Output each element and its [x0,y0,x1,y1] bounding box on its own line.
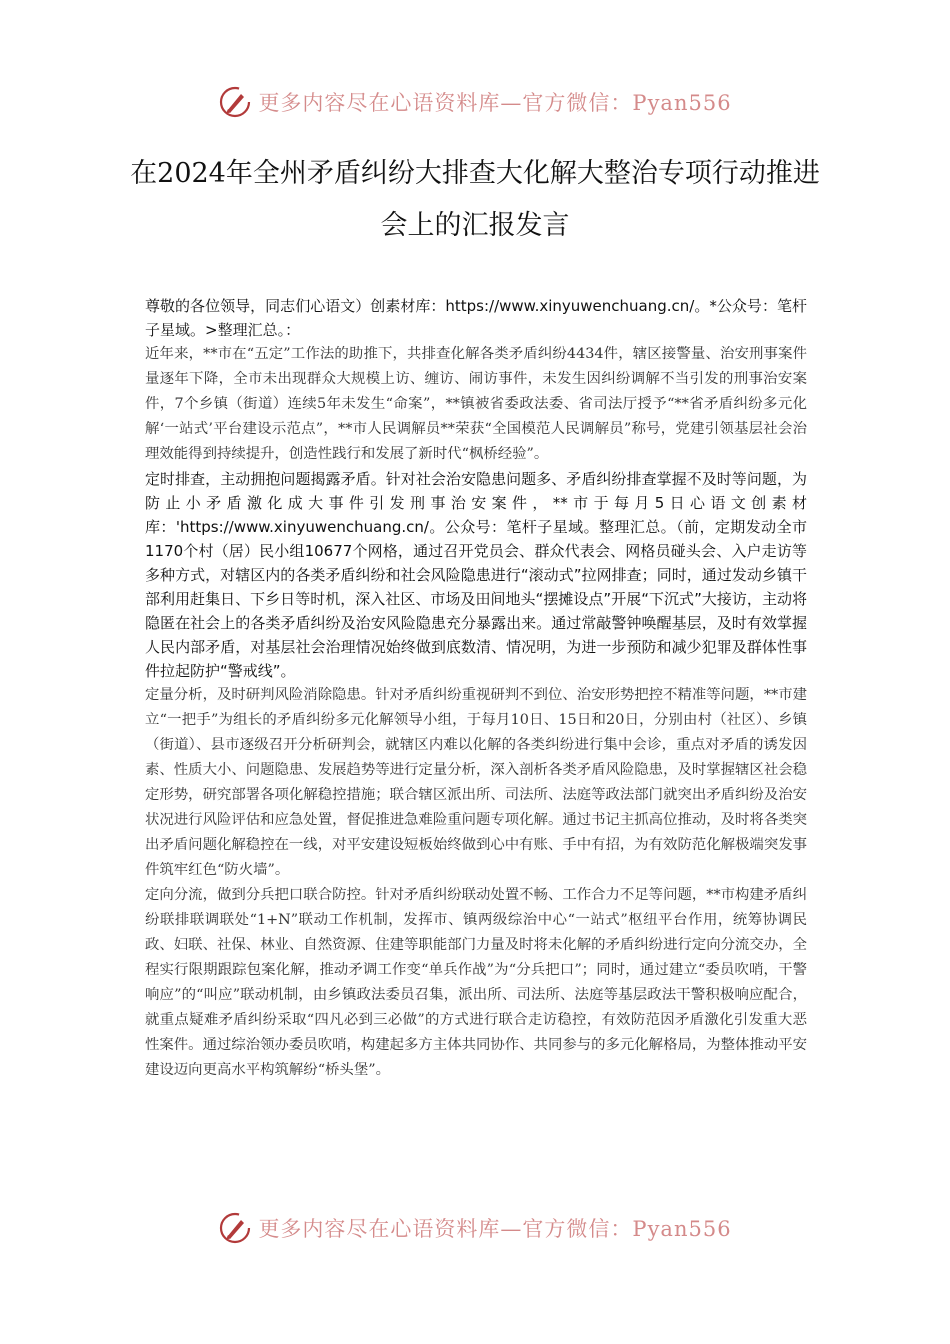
paragraph-intro: 近年来，**市在“五定”工作法的助推下，共排查化解各类矛盾纠纷4434件，辖区接警量、治安刑事案件量逐年下降，全市未出现群众大规模上访、缠访、闹访事件，未发生因纠纷调解不当引发的刑事治安案件，7个乡镇（街道）连续5年未发生“命案”，**镇被省委政法委、省司法厅授予“**省矛盾纠纷多元化解‘一站式’平台建设示范点”，**市人民调解员**荣获“全国模范人民调解员”称号，党建引领基层社会治理效能得到持续提升，创造性践行和发展了新时代“枫桥经验”。 [145,346,807,462]
watermark-text: 更多内容尽在心语资料库—官方微信：Pyan556 [258,1217,732,1241]
watermark-text: 更多内容尽在心语资料库—官方微信：Pyan556 [258,91,732,115]
document-title: 在2024年全州矛盾纠纷大排查大化解大整治专项行动推进会上的汇报发言 [130,158,820,241]
pen-logo-icon [218,85,252,119]
pen-logo-icon [218,1211,252,1245]
document-body [145,294,807,1083]
paragraph-quantitative-analysis: 定量分析，及时研判风险消除隐患。针对矛盾纠纷重视研判不到位、治安形势把控不精准等问题，**市建立“一把手”为组长的矛盾纠纷多元化解领导小组，于每月10日、15日和20日，分别由村（社区）、乡镇（街道）、县市逐级召开分析研判会，就辖区内难以化解的各类纠纷进行集中会诊，重点对矛盾的诱发因素、性质大小、问题隐患、发展趋势等进行定量分析，深入剖析各类矛盾风险隐患，及时掌握辖区社会稳定形势，研究部署各项化解稳控措施；联合辖区派出所、司法所、法庭等政法部门就突出矛盾纠纷及治安状况进行风险评估和应急处置，督促推进急难险重问题专项化解。通过书记主抓高位推动，及时将各类突出矛盾问题化解稳控在一线，对平安建设短板始终做到心中有账、手中有招，为有效防范化解极端突发事件筑牢红色“防火墙”。 [145,687,807,878]
paragraph-salutation: 尊敬的各位领导，同志们心语文）创素材库：https://www.xinyuwenchuang.cn/。*公众号：笔杆子星域。>整理汇总。： [145,297,807,339]
watermark-banner-top [0,82,950,122]
watermark-banner-bottom [0,1208,950,1248]
paragraph-directed-diversion: 定向分流，做到分兵把口联合防控。针对矛盾纠纷联动处置不畅、工作合力不足等问题，**市构建矛盾纠纷联排联调联处“1+N”联动工作机制，发挥市、镇两级综治中心“一站式”枢纽平台作用，统筹协调民政、妇联、社保、林业、自然资源、住建等职能部门力量及时将未化解的矛盾纠纷进行定向分流交办，全程实行限期跟踪包案化解，推动矛调工作变“单兵作战”为“分兵把口”；同时，通过建立“委员吹哨，干警响应”的“叫应”联动机制，由乡镇政法委员召集，派出所、司法所、法庭等基层政法干警积极响应配合，就重点疑难矛盾纠纷采取“四凡必到三必做”的方式进行联合走访稳控，有效防范因矛盾激化引发重大恶性案件。通过综治领办委员吹哨，构建起多方主体共同协作、共同参与的多元化解格局，为整体推动平安建设迈向更高水平构筑解纷“桥头堡”。 [145,887,807,1078]
paragraph-scheduled-screening: 定时排查，主动拥抱问题揭露矛盾。针对社会治安隐患问题多、矛盾纠纷排查掌握不及时等问题，为防止小矛盾激化成大事件引发刑事治安案件，**市于每月5日心语文创素材库：'https://www.xinyuwenchuang.cn/。公众号：笔杆子星域。整理汇总。（前，定期发动全市1170个村（居）民小组10677个网格，通过召开党员会、群众代表会、网格员碰头会、入户走访等多种方式，对辖区内的各类矛盾纠纷和社会风险隐患进行“滚动式”拉网排查；同时，通过发动乡镇干部利用赶集日、下乡日等时机，深入社区、市场及田间地头“摆摊设点”开展“下沉式”大接访，主动将隐匿在社会上的各类矛盾纠纷及治安风险隐患充分暴露出来。通过常敲警钟唤醒基层，及时有效掌握人民内部矛盾，对基层社会治理情况始终做到底数清、情况明，为进一步预防和减少犯罪及群体性事件拉起防护“警戒线”。 [145,470,807,680]
